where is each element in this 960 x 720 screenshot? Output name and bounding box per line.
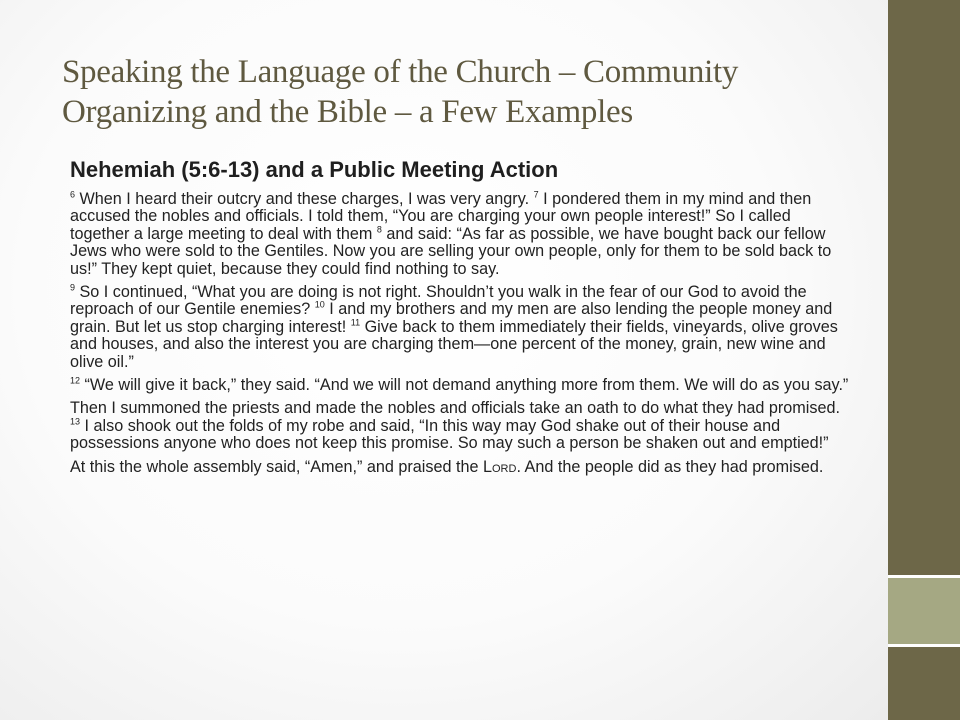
verse-number: 8 bbox=[376, 224, 382, 235]
side-band-divider-bottom bbox=[888, 644, 960, 647]
verse-number: 7 bbox=[533, 189, 539, 200]
side-band-accent bbox=[888, 578, 960, 644]
verse-text: . And the people did as they had promised. bbox=[516, 457, 824, 476]
verse-text: I also shook out the folds of my robe and said, “In this way may God shake out of their house and possessions anyone who does not keep this promise. So may such a person be shaken out and emptied!” bbox=[70, 416, 829, 453]
slide-subheading: Nehemiah (5:6-13) and a Public Meeting Action bbox=[70, 157, 559, 182]
verse-text: I pondered them in my mind and then accused the nobles and officials. I told them, “You are charging your own people interest!” So I called together a large meeting to deal with them bbox=[70, 190, 812, 243]
verse-text: At this the whole assembly said, “Amen,” and praised the bbox=[70, 457, 483, 476]
verse-text: So I continued, “What you are doing is not right. Shouldn’t you walk in the fear of our God to avoid the reproach of our Gentile enemies? bbox=[70, 283, 807, 319]
verse-text: and said: “As far as possible, we have bought back our fellow Jews who were sold to the Gentiles. Now you are selling your own people, only for them to be sold back to us!” They kept quiet, because they could find nothing to say. bbox=[70, 224, 832, 278]
passage-paragraph-5 bbox=[70, 459, 850, 476]
passage-paragraph-1 bbox=[70, 191, 850, 278]
verse-number: 9 bbox=[70, 282, 76, 293]
verse-text: I and my brothers and my men are also lending the people money and grain. But let us stop charging interest! bbox=[70, 300, 833, 336]
verse-number: 6 bbox=[70, 189, 76, 200]
verse-number: 13 bbox=[70, 416, 81, 427]
verse-text: “We will give it back,” they said. “And we will not demand anything more from them. We will do as you say.” bbox=[80, 376, 849, 395]
verse-text: Then I summoned the priests and made the nobles and officials take an oath to do what they had promised. bbox=[70, 399, 840, 418]
passage-paragraph-2 bbox=[70, 284, 850, 371]
verse-text: When I heard their outcry and these charges, I was very angry. bbox=[75, 190, 534, 208]
passage-paragraph-4 bbox=[70, 400, 850, 452]
verse-number: 10 bbox=[314, 300, 325, 311]
slide-content bbox=[70, 155, 850, 482]
verse-number: 11 bbox=[350, 317, 361, 328]
verse-text: Give back to them immediately their fields, vineyards, olive groves and houses, and also the interest you are charging them—one percent of the money, grain, new wine and olive oil.” bbox=[70, 317, 838, 371]
verse-number: 12 bbox=[70, 375, 81, 386]
lord-small-caps: Lord bbox=[483, 457, 517, 476]
passage-paragraph-3 bbox=[70, 377, 850, 394]
slide-title: Speaking the Language of the Church – Community Organizing and the Bible – a Few Examples bbox=[62, 54, 739, 130]
